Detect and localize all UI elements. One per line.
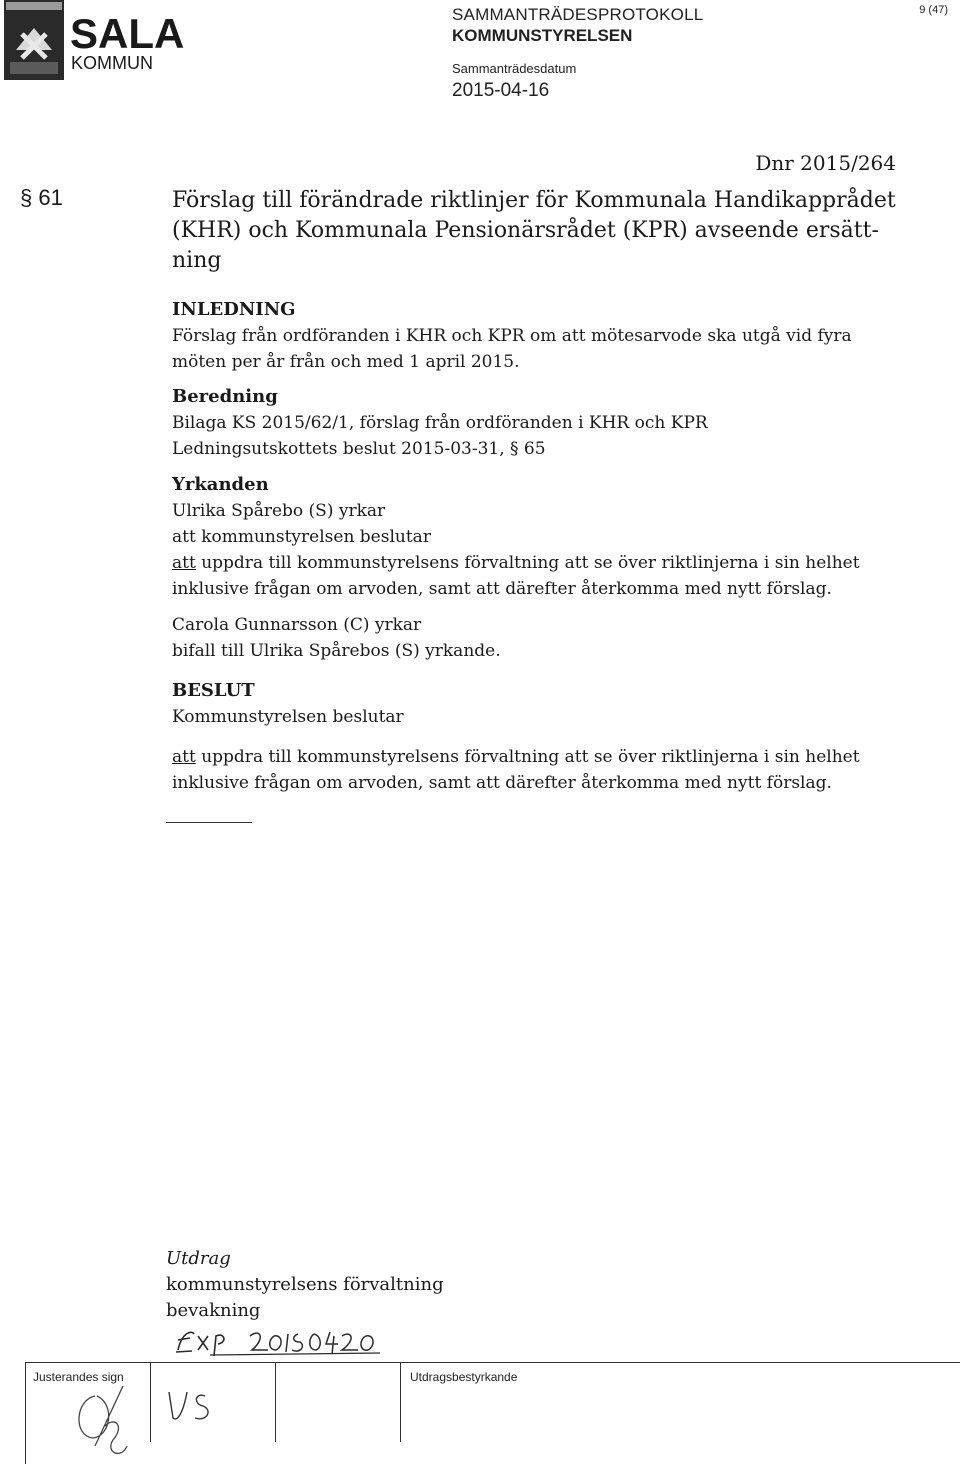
body-line: att kommunstyrelsen beslutar [172, 527, 431, 547]
body-line: Kommunstyrelsen beslutar [172, 707, 404, 727]
section-yrkanden [172, 472, 912, 664]
table-border-top [25, 1362, 960, 1363]
svg-text:KOMMUN: KOMMUN [71, 53, 153, 73]
section-heading: Beredning [172, 386, 278, 407]
body-line: möten per år från och med 1 april 2015. [172, 352, 520, 372]
body-line: Carola Gunnarsson (C) yrkar [172, 615, 422, 635]
handwritten-signature [65, 1376, 145, 1464]
protocol-header [452, 5, 703, 102]
body-line: Bilaga KS 2015/62/1, förslag från ordföranden i KHR och KPR [172, 413, 708, 433]
section-heading: BESLUT [172, 680, 255, 701]
section-divider [166, 822, 252, 823]
body-line: Ledningsutskottets beslut 2015-03-31, § 65 [172, 439, 546, 459]
meeting-date: 2015-04-16 [452, 80, 550, 101]
body-line [172, 550, 912, 576]
handwritten-dispatch-note [170, 1322, 400, 1358]
justerandes-sign-label: Justerandes sign [33, 1370, 124, 1384]
body-line: inklusive frågan om arvoden, samt att därefter återkomma med nytt förslag. [172, 773, 832, 793]
handwritten-initials [163, 1384, 223, 1428]
table-border-left [25, 1362, 26, 1464]
protocol-title: SAMMANTRÄDESPROTOKOLL [452, 5, 704, 24]
table-divider [400, 1362, 401, 1442]
body-line: inklusive frågan om arvoden, samt att därefter återkomma med nytt förslag. [172, 579, 832, 599]
att-word: att [172, 553, 196, 573]
distribution-label: Utdrag [166, 1248, 231, 1269]
body-text: uppdra till kommunstyrelsens förvaltning att se över riktlinjerna i sin helhet [195, 747, 860, 767]
paragraph-title [172, 186, 912, 276]
sala-kommun-logo [4, 0, 185, 80]
distribution-recipient: kommunstyrelsens förvaltning [166, 1274, 444, 1295]
svg-text:SALA: SALA [70, 10, 185, 57]
body-line: Ulrika Spårebo (S) yrkar [172, 501, 386, 521]
diary-number: Dnr 2015/264 [755, 151, 896, 175]
distribution-block [166, 1246, 444, 1324]
table-divider [150, 1362, 151, 1442]
title-line: Förslag till förändrade riktlinjer för Kommunala Handikapprådet [172, 188, 896, 213]
section-heading: INLEDNING [172, 299, 296, 320]
body-line: Förslag från ordföranden i KHR och KPR om att mötesarvode ska utgå vid fyra [172, 326, 852, 346]
title-line: (KHR) och Kommunala Pensionärsrådet (KPR) avseende ersätt- [172, 218, 879, 243]
page-number: 9 (47) [919, 4, 948, 16]
board-name: KOMMUNSTYRELSEN [452, 26, 633, 45]
body-line: bifall till Ulrika Spårebos (S) yrkande. [172, 641, 501, 661]
section-inledning [172, 297, 912, 375]
table-divider [275, 1362, 276, 1442]
paragraph-number: § 61 [20, 185, 63, 210]
distribution-note: bevakning [166, 1300, 261, 1321]
title-line: ning [172, 248, 222, 273]
att-word: att [172, 747, 196, 767]
body-line [172, 744, 912, 770]
section-beslut [172, 678, 912, 796]
section-heading: Yrkanden [172, 474, 269, 495]
body-text: uppdra till kommunstyrelsens förvaltning att se över riktlinjerna i sin helhet [195, 553, 860, 573]
section-beredning [172, 384, 912, 462]
meeting-date-label: Sammanträdesdatum [452, 61, 577, 76]
signature-table [25, 1362, 960, 1464]
utdragsbestyrkande-label: Utdragsbestyrkande [410, 1370, 518, 1384]
